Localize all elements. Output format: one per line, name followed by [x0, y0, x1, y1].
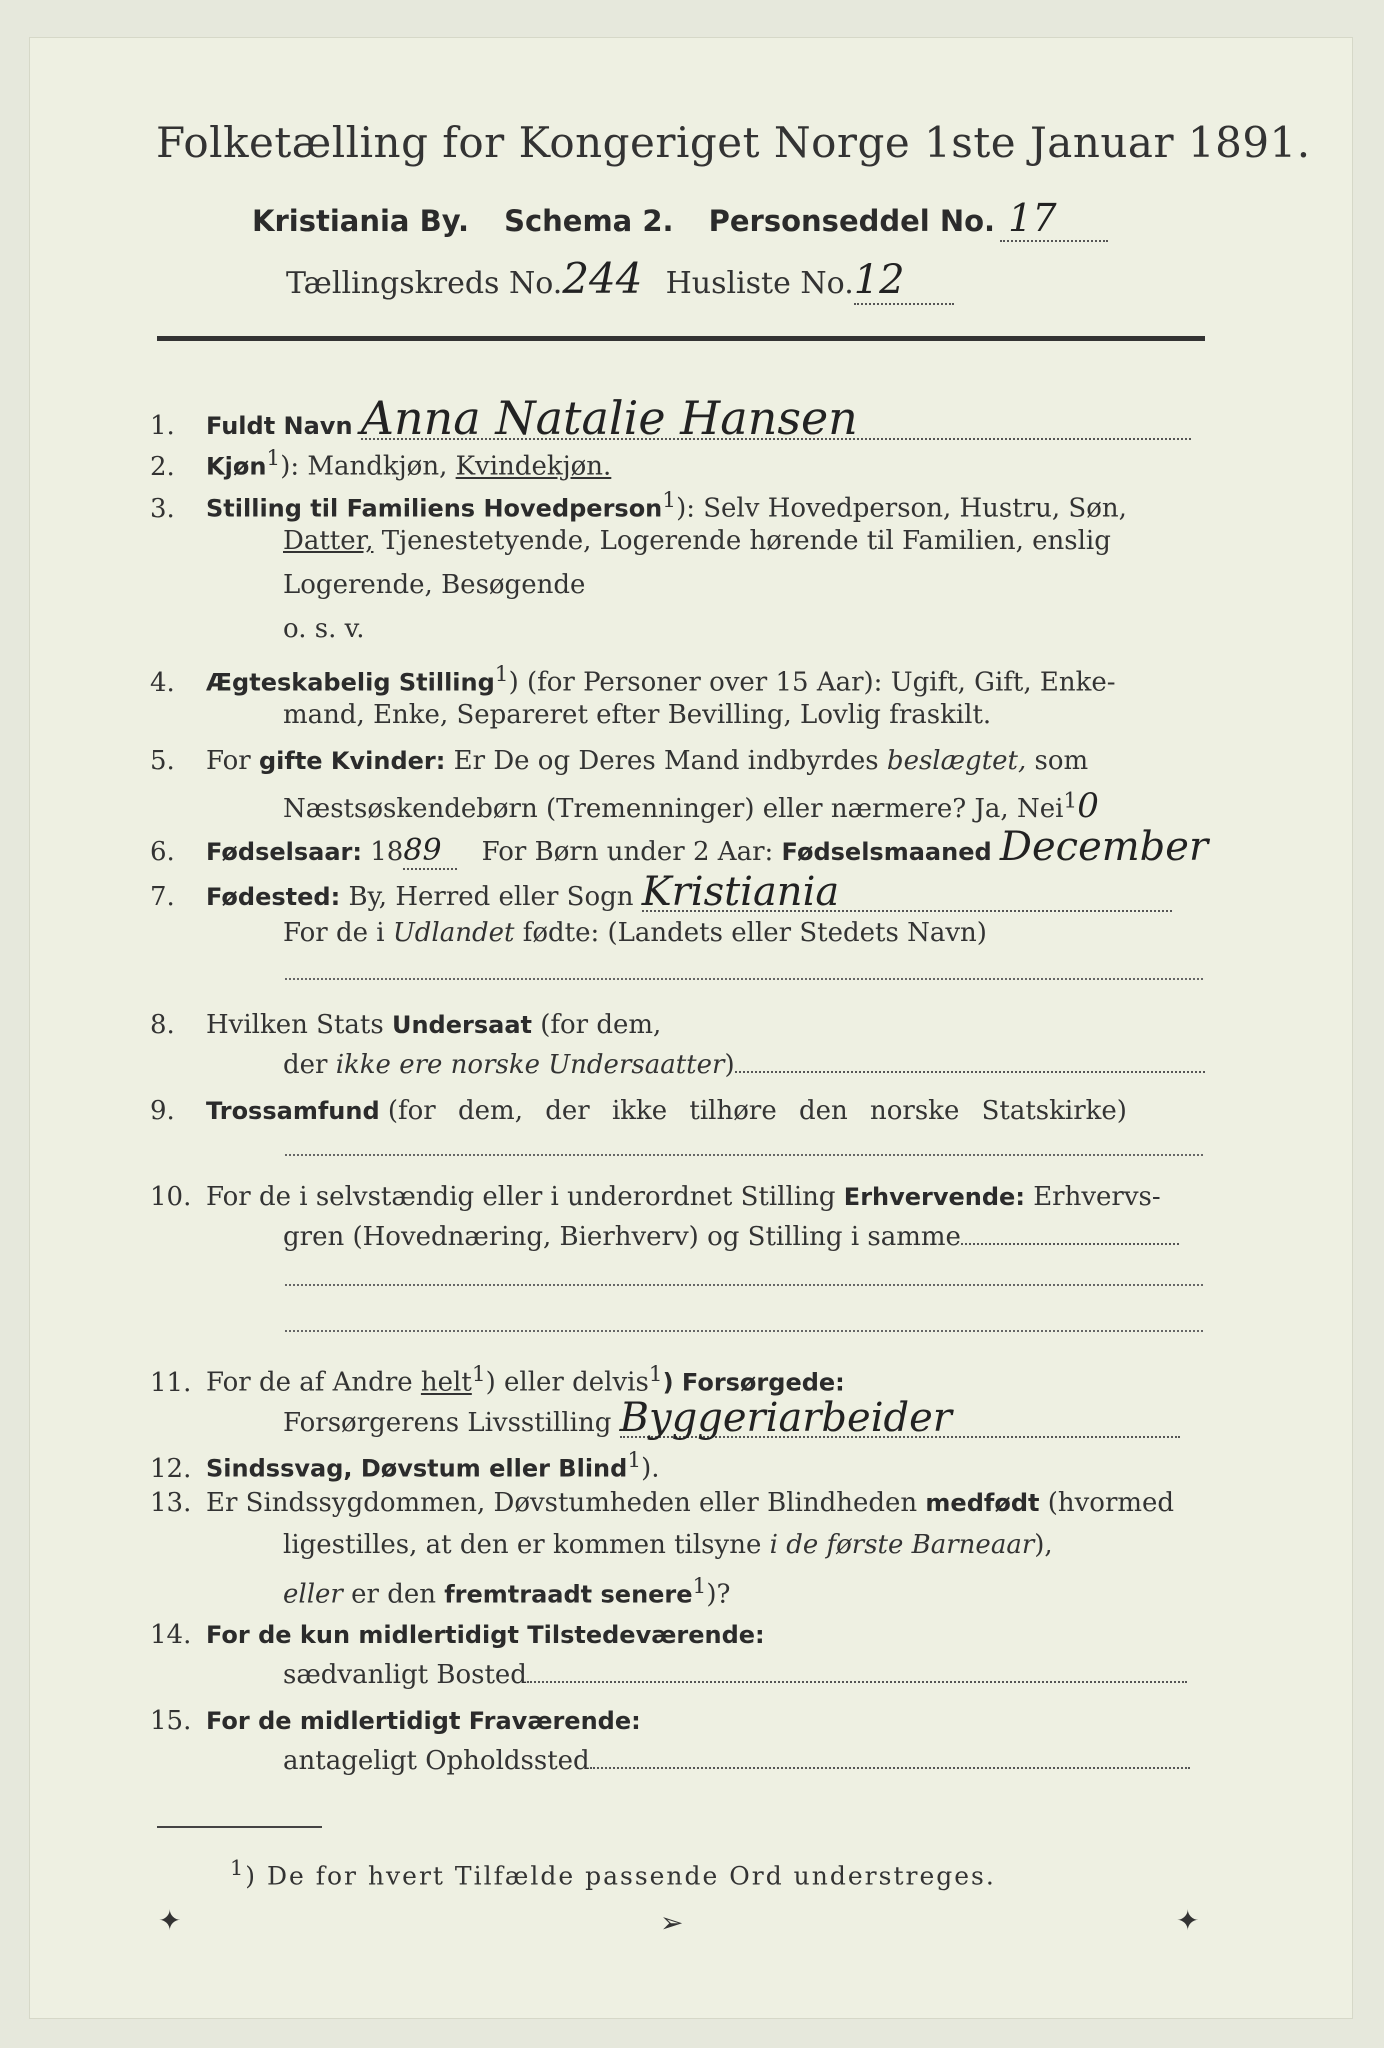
q13-number: 13.	[150, 1488, 192, 1518]
kreds-label: Tællingskreds No.	[286, 266, 563, 301]
q8-number: 8.	[150, 1010, 175, 1040]
q7-number: 7.	[150, 882, 175, 912]
q1-answer: Anna Natalie Hansen	[361, 398, 1191, 440]
q11-answer2: Byggeriarbeider	[620, 1400, 1180, 1438]
q15-line2	[283, 1746, 1190, 1776]
question-11	[150, 1358, 845, 1400]
question-14	[150, 1618, 765, 1652]
q10-text3: gren (Hovednæring, Bierhverv) og Stilling i samme	[283, 1222, 961, 1252]
q5-text1: Er De og Deres Mand indbyrdes	[453, 746, 879, 776]
q4-line2: mand, Enke, Separeret efter Bevilling, Lovlig fraskilt.	[283, 700, 992, 730]
q13-label2: fremtraadt senere	[444, 1580, 693, 1609]
q5-number: 5.	[150, 746, 175, 776]
q8-text2: (for dem,	[540, 1010, 662, 1040]
q9-label: Trossamfund	[206, 1097, 380, 1125]
q5-pre: For	[206, 746, 251, 776]
question-5	[150, 744, 1088, 778]
q12-text: ).	[641, 1453, 660, 1484]
q3-line2	[283, 526, 1111, 556]
q2-number: 2.	[150, 451, 175, 482]
q13-text6: )?	[706, 1579, 731, 1610]
q11-text3: Forsørgerens Livsstilling	[283, 1408, 612, 1438]
q9-text: (for dem, der ikke tilhøre den norske Statskirke)	[387, 1096, 1127, 1126]
q14-text: sædvanligt Bosted	[283, 1660, 527, 1690]
q2-text: ): Mandkjøn,	[280, 451, 448, 482]
q14-line2	[283, 1660, 1187, 1690]
city-label: Kristiania By.	[252, 204, 469, 238]
q15-label: For de midlertidigt Fraværende:	[206, 1707, 641, 1735]
q4-label: Ægteskabelig Stilling	[206, 668, 495, 697]
q11-sup2: 1	[648, 1362, 663, 1387]
q14-dotted-fill	[527, 1681, 1187, 1683]
husliste-number: 12	[854, 257, 954, 305]
q5-text2: Næstsøskendebørn (Tremenninger) eller nærmere? Ja, Nei	[283, 794, 1064, 824]
question-6	[150, 824, 1209, 870]
q10-dotted-fill	[961, 1243, 1179, 1245]
question-15	[150, 1704, 641, 1738]
q13-italic2: eller	[283, 1579, 343, 1610]
question-1	[150, 391, 1191, 445]
q13-label: medfødt	[925, 1489, 1040, 1517]
kreds-line	[286, 254, 954, 305]
kreds-number: 244	[562, 254, 643, 303]
footnote-rule	[157, 1826, 322, 1828]
q15-number: 15.	[150, 1706, 192, 1736]
q6-number: 6.	[150, 837, 175, 867]
question-10	[150, 1180, 1161, 1214]
husliste-label: Husliste No.	[665, 266, 854, 301]
q6-label2: Fødselsmaaned	[781, 838, 992, 866]
q10-text2: Erhvervs-	[1033, 1182, 1161, 1212]
question-8	[150, 1008, 661, 1042]
q3-line4: o. s. v.	[283, 614, 365, 644]
q3-number: 3.	[150, 493, 175, 524]
q7-label: Fødested:	[206, 883, 341, 911]
q2-sup: 1	[266, 446, 281, 471]
personseddel-label: Personseddel No.	[708, 204, 996, 238]
q1-number: 1.	[150, 411, 175, 441]
q5-label: gifte Kvinder:	[258, 747, 446, 775]
register-mark-left-icon: ✦	[158, 1904, 182, 1937]
q2-answer: Kvindekjøn.	[455, 451, 612, 482]
q4-sup: 1	[494, 662, 509, 687]
q5-sup: 1	[1063, 788, 1078, 814]
register-mark-right-icon: ✦	[1176, 1904, 1200, 1937]
q9-number: 9.	[150, 1096, 175, 1126]
q6-text: For Børn under 2 Aar:	[481, 837, 774, 867]
q15-text: antageligt Opholdssted	[283, 1746, 590, 1776]
q11-answer: helt	[420, 1367, 472, 1398]
q4-number: 4.	[150, 667, 175, 698]
q15-dotted-fill	[590, 1767, 1190, 1769]
footnote-sup: 1	[230, 1856, 246, 1880]
q7-line2	[283, 918, 987, 948]
q4-text1: ) (for Personer over 15 Aar): Ugift, Gift, Enke-	[508, 667, 1116, 698]
q7-text: By, Herred eller Sogn	[348, 882, 634, 912]
question-7	[150, 869, 1172, 915]
personseddel-number: 17	[1000, 196, 1108, 242]
question-12	[150, 1444, 660, 1486]
q10-label: Erhvervende:	[843, 1183, 1025, 1211]
q3-answer: Datter,	[283, 526, 374, 556]
q12-label: Sindssvag, Døvstum eller Blind	[206, 1454, 628, 1483]
q10-line2	[283, 1222, 1179, 1252]
q7-blank-line	[285, 978, 1203, 980]
q3-text2: Tjenestetyende, Logerende hørende til Familien, enslig	[381, 526, 1111, 556]
q7-text2a: For de i	[283, 918, 385, 948]
q9-blank-line	[285, 1154, 1203, 1156]
q7-text2b: fødte: (Landets eller Stedets Navn)	[522, 918, 987, 948]
question-3	[150, 484, 1127, 526]
q5-italic: beslægtet,	[886, 746, 1027, 776]
q6-answer: 89	[403, 834, 457, 870]
q11-number: 11.	[150, 1367, 192, 1398]
schema-label: Schema 2.	[504, 204, 674, 238]
question-4	[150, 658, 1116, 700]
q8-italic: ikke ere norske Undersaatter	[335, 1050, 725, 1080]
q1-label: Fuldt Navn	[206, 412, 353, 440]
q10-blank-line-1	[285, 1284, 1203, 1286]
q10-number: 10.	[150, 1182, 192, 1212]
q8-label: Undersaat	[391, 1011, 532, 1039]
q13-text2: (hvormed	[1047, 1488, 1175, 1518]
q5-answer: 0	[1077, 786, 1099, 826]
q11-text2: ) eller delvis	[485, 1367, 649, 1398]
form-title: Folketælling for Kongeriget Norge 1ste Januar 1891.	[156, 118, 1311, 167]
q14-number: 14.	[150, 1620, 192, 1650]
q14-label: For de kun midlertidigt Tilstedeværende:	[206, 1621, 765, 1649]
footnote	[230, 1856, 996, 1890]
form-subheader	[252, 196, 1108, 242]
q8-text3: der	[283, 1050, 328, 1080]
q6-label: Fødselsaar:	[206, 838, 362, 866]
q13-text1: Er Sindssygdommen, Døvstumheden eller Blindheden	[206, 1488, 918, 1518]
header-rule	[157, 336, 1205, 341]
q13-line2	[283, 1530, 1053, 1560]
q11-label: ) Forsørgede:	[662, 1368, 845, 1397]
q13-sup: 1	[692, 1574, 707, 1599]
q13-text3: ligestilles, at den er kommen tilsyne	[283, 1530, 762, 1560]
q3-line3: Logerende, Besøgende	[283, 570, 586, 600]
q2-label: Kjøn	[206, 452, 267, 481]
q13-italic: i de første Barneaar	[769, 1530, 1035, 1560]
q11-text1: For de af Andre	[206, 1367, 413, 1398]
q11-line2	[283, 1395, 1180, 1441]
q5-text1b: som	[1034, 746, 1089, 776]
q12-number: 12.	[150, 1453, 192, 1484]
q3-label: Stilling til Familiens Hovedperson	[206, 494, 663, 523]
q8-text1: Hvilken Stats	[206, 1010, 384, 1040]
q7-italic: Udlandet	[392, 918, 515, 948]
q13-text5: er den	[351, 1579, 436, 1610]
q3-text1: ): Selv Hovedperson, Hustru, Søn,	[676, 493, 1127, 524]
q10-text1: For de i selvstændig eller i underordnet Stilling	[206, 1182, 836, 1212]
question-13	[150, 1486, 1174, 1520]
q5-line2	[283, 786, 1099, 826]
q3-sup: 1	[662, 488, 677, 513]
q13-line3	[283, 1574, 730, 1610]
q8-dotted-fill	[735, 1071, 1205, 1073]
q6-prefix: 18	[370, 837, 404, 867]
register-mark-center-icon: ➢	[660, 1906, 684, 1939]
q13-text4: ),	[1034, 1530, 1053, 1560]
q7-answer: Kristiania	[642, 874, 1172, 912]
q10-blank-line-2	[285, 1330, 1203, 1332]
question-9	[150, 1094, 1127, 1128]
q12-sup: 1	[627, 1448, 642, 1473]
footnote-text: ) De for hvert Tilfælde passende Ord understreges.	[245, 1861, 996, 1891]
question-2	[150, 442, 611, 484]
q11-sup: 1	[471, 1362, 486, 1387]
q8-line2	[283, 1050, 1205, 1080]
q8-text4: )	[724, 1050, 735, 1080]
q6-answer2: December	[999, 824, 1209, 870]
